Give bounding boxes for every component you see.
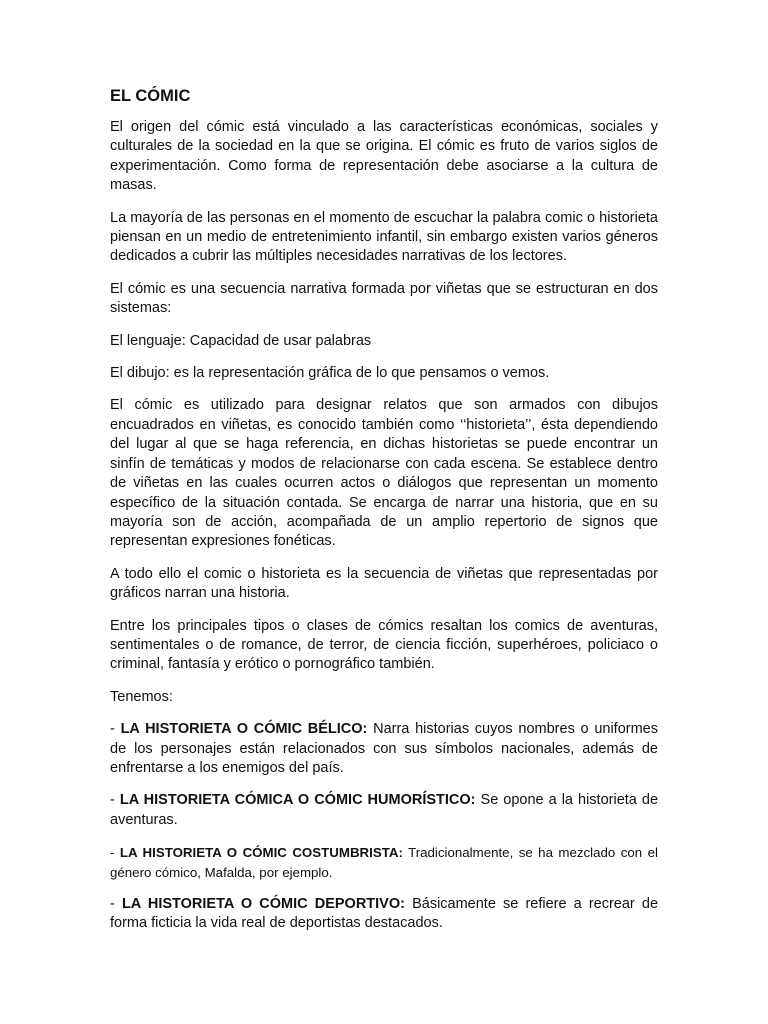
type-item-name: LA HISTORIETA O CÓMIC BÉLICO: — [120, 721, 368, 738]
type-item-deportivo — [110, 895, 658, 934]
type-item-name: LA HISTORIETA CÓMICA O CÓMIC HUMORÍSTICO: — [119, 792, 476, 809]
type-item-prefix: - — [110, 845, 120, 861]
type-item-description: Básicamente se refiere a recrear de forma ficticia la vida real de deportistas destacados. — [110, 896, 659, 932]
paragraph-perception: La mayoría de las personas en el momento de escuchar la palabra comic o historieta piensan en un medio de entretenimiento infantil, sin embargo existen varios géneros dedicados a cubrir las múltiples necesidades narrativas de los lectores. — [110, 209, 658, 265]
type-item-humoristico — [110, 791, 658, 830]
paragraph-drawing: El dibujo: es la representación gráfica de lo que pensamos o vemos. — [110, 365, 550, 382]
type-item-description: Se opone a la historieta de aventuras. — [110, 792, 659, 828]
paragraph-origin: El origen del cómic está vinculado a las características económicas, sociales y culturales de la sociedad en la que se origina. El cómic es fruto de varios siglos de experimentación. Como forma de representación debe asociarse a la cultura de masas. — [110, 119, 658, 194]
type-item-costumbrista — [110, 843, 658, 882]
document-title: EL CÓMIC — [110, 87, 191, 105]
type-item-description: Tradicionalmente, se ha mezclado con el género cómico, Mafalda, por ejemplo. — [110, 845, 658, 880]
type-item-name: LA HISTORIETA O CÓMIC COSTUMBRISTA: — [119, 845, 403, 861]
paragraph-summary: A todo ello el comic o historieta es la secuencia de viñetas que representadas por gráficos narran una historia. — [110, 565, 658, 602]
type-item-prefix: - — [110, 896, 122, 912]
type-item-prefix: - — [110, 721, 121, 738]
type-item-description: Narra historias cuyos nombres o uniformes de los personajes están relacionados con sus símbolos nacionales, además de enfrentarse a los enemigos del país. — [110, 721, 658, 776]
paragraph-tenemos: Tenemos: — [110, 688, 173, 705]
paragraph-types-intro: Entre los principales tipos o clases de cómics resaltan los comics de aventuras, sentimentales o de romance, de terror, de ciencia ficción, superhéroes, policiaco o criminal, fantasía y erótico o pornográfico también. — [110, 617, 658, 673]
paragraph-definition: El cómic es una secuencia narrativa formada por viñetas que se estructuran en dos sistemas: — [110, 280, 658, 317]
paragraph-usage: El cómic es utilizado para designar relatos que son armados con dibujos encuadrados en viñetas, es conocido también como ‘‘historieta’’, ésta dependiendo del lugar al que se haga referencia, en dichas historietas se puede encontrar un sinfín de temáticas y modos de relacionarse con cada escena. Se establece dentro de viñetas en las cuales ocurren actos o diálogos que representan un momento específico de la situación contada. Se encarga de narrar una historia, que en su mayoría son de acción, acompañada de un amplio repertorio de signos que representan expresiones fonéticas. — [110, 397, 658, 550]
paragraph-language: El lenguaje: Capacidad de usar palabras — [110, 332, 372, 349]
type-item-prefix: - — [110, 792, 120, 809]
type-item-belico — [110, 720, 658, 778]
document-page — [110, 84, 658, 947]
type-item-name: LA HISTORIETA O CÓMIC DEPORTIVO: — [121, 896, 405, 912]
